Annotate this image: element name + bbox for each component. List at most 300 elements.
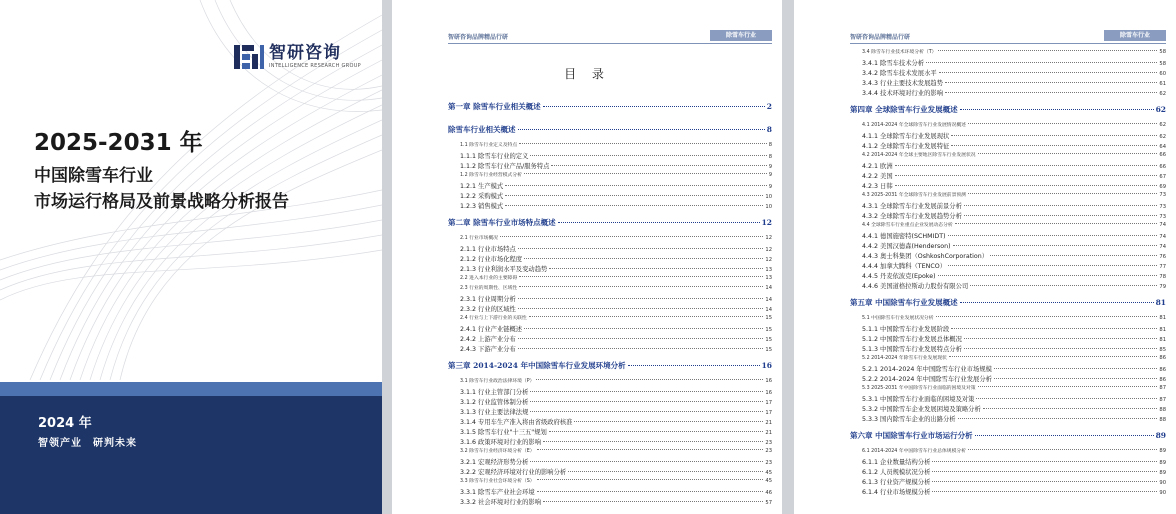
toc-entry-page: 66 <box>1159 152 1166 158</box>
toc-dot-leader <box>948 265 1157 266</box>
toc-entry-page: 86 <box>1159 377 1166 383</box>
toc-entry-title: 3.1.1 行业主管部门分析 <box>460 389 529 396</box>
toc-dot-leader <box>951 328 1157 329</box>
toc-entry[interactable] <box>448 181 772 191</box>
toc-dot-leader <box>518 298 764 299</box>
toc-dot-leader <box>895 175 1158 176</box>
toc-entry-page: 12 <box>765 247 772 253</box>
toc-entry-title: 1.1.1 除雪车行业的定义 <box>460 153 529 160</box>
toc-entry-title: 3.1.5 除雪车行业"十三五"规划 <box>460 429 547 436</box>
toc-dot-leader <box>519 143 767 144</box>
toc-entry[interactable] <box>850 271 1166 281</box>
toc-entry-page: 76 <box>1159 254 1166 260</box>
toc-chapter-entry[interactable] <box>448 211 772 234</box>
toc-entry-title: 第五章 中国除雪车行业发展概述 <box>850 298 958 307</box>
toc-entry-title: 4.2 2014-2024 年全球主要地区除雪车行业发展状况 <box>862 153 976 158</box>
toc-entry[interactable] <box>448 161 772 171</box>
toc-dot-leader <box>948 235 1158 236</box>
toc-entry[interactable] <box>448 274 772 284</box>
toc-entry-title: 2.4.3 下游产业分布 <box>460 346 516 353</box>
cover-title-line2: 市场运行格局及前景战略分析报告 <box>34 192 289 212</box>
toc-dot-leader <box>953 245 1158 246</box>
toc-entry-title: 1.2.3 销售模式 <box>460 203 504 210</box>
cover-year-range: 2025-2031 年 <box>34 130 203 156</box>
toc-entry[interactable] <box>448 447 772 457</box>
toc-dot-leader <box>628 365 760 366</box>
toc-entry-page: 21 <box>765 430 772 436</box>
toc-entry[interactable] <box>448 397 772 407</box>
toc-entry-page: 81 <box>1155 298 1166 307</box>
toc-entry[interactable] <box>850 404 1166 414</box>
toc-dot-leader <box>968 123 1157 124</box>
toc-entry-title: 3.4.1 除雪车技术分析 <box>862 60 925 67</box>
toc-dot-leader <box>530 411 763 412</box>
toc-entry-page: 64 <box>1159 144 1166 150</box>
toc-entry-title: 2.3.1 行业周期分析 <box>460 296 516 303</box>
toc-chapter-entry[interactable] <box>448 354 772 377</box>
toc-entry[interactable] <box>448 304 772 314</box>
toc-entry-title: 3.4 除雪车行业技术环境分析（T） <box>862 50 937 55</box>
toc-dot-leader <box>543 441 763 442</box>
toc-dot-leader <box>932 461 1157 462</box>
toc-dot-leader <box>978 386 1158 387</box>
toc-entry-page: 57 <box>765 500 772 506</box>
toc-entry[interactable] <box>850 467 1166 477</box>
toc-entry-title: 3.4.3 行业主要技术发展趋势 <box>862 80 943 87</box>
toc-entry-page: 9 <box>768 184 772 190</box>
toc-entry-title: 4.4.3 奥士科集团（OshkoshCorporation） <box>862 253 989 260</box>
toc-entry-title: 6.1.4 行业市场规模分析 <box>862 489 931 496</box>
toc-entry[interactable] <box>850 354 1166 364</box>
toc-entry[interactable] <box>448 151 772 161</box>
toc-entry-title: 3.2 除雪车行业经济环境分析（E） <box>460 449 535 454</box>
toc-entry-title: 1.1 除雪车行业定义及特点 <box>460 143 518 148</box>
toc-entry[interactable] <box>448 477 772 487</box>
toc-entry-page: 87 <box>1159 397 1166 403</box>
toc-entry-page: 89 <box>1159 448 1166 454</box>
toc-dot-leader <box>524 258 763 259</box>
toc-dot-leader <box>938 275 1158 276</box>
toc-entry-page: 45 <box>765 470 772 476</box>
toc-entry-page: 78 <box>1159 274 1166 280</box>
toc-entry[interactable] <box>448 244 772 254</box>
toc-entry-page: 16 <box>765 390 772 396</box>
cover-title-line1: 中国除雪车行业 <box>34 166 153 186</box>
toc-entry-title: 2.1.3 行业利润水平及变动趋势 <box>460 266 548 273</box>
toc-entry[interactable] <box>850 141 1166 151</box>
toc-entry-page: 15 <box>765 337 772 343</box>
toc-dot-leader <box>519 276 763 277</box>
toc-entry-title: 5.2.1 2014-2024 年中国除雪车行业市场规模 <box>862 366 992 373</box>
toc-entry-title: 5.1.1 中国除雪车行业发展阶段 <box>862 326 950 333</box>
toc-chapter-entry[interactable] <box>448 118 772 141</box>
toc-entry-title: 1.2.2 采购模式 <box>460 193 504 200</box>
toc-dot-leader <box>530 401 763 402</box>
toc-entry-title: 3.1.2 行业监管体制分析 <box>460 399 529 406</box>
toc-entry-page: 88 <box>1159 407 1166 413</box>
logo-chinese-name: 智研咨询 <box>269 43 341 63</box>
toc-entry-page: 81 <box>1159 315 1166 321</box>
toc-dot-leader <box>945 92 1157 93</box>
toc-entry[interactable] <box>448 324 772 334</box>
toc-entry-page: 58 <box>1159 61 1166 67</box>
toc-dot-leader <box>964 215 1158 216</box>
toc-entry[interactable] <box>850 241 1166 251</box>
toc-entry[interactable] <box>448 437 772 447</box>
toc-entry[interactable] <box>448 334 772 344</box>
toc-entry-page: 90 <box>1159 490 1166 496</box>
toc-entry-title: 3.1.6 政策环境对行业的影响 <box>460 439 541 446</box>
toc-dot-leader <box>955 223 1158 224</box>
toc-dot-leader <box>990 255 1157 256</box>
toc-entry-title: 第一章 除雪车行业相关概述 <box>448 102 541 111</box>
toc-dot-leader <box>976 398 1157 399</box>
toc-entry-page: 89 <box>1155 431 1166 440</box>
toc-entry[interactable] <box>850 364 1166 374</box>
toc-entry-page: 86 <box>1159 355 1166 361</box>
toc-entry-title: 第三章 2014-2024 年中国除雪车行业发展环境分析 <box>448 361 626 370</box>
toc-entry-page: 10 <box>765 204 772 210</box>
toc-entry[interactable] <box>448 344 772 354</box>
toc-entry[interactable] <box>448 427 772 437</box>
toc-entry-title: 4.4 全球除雪车行业重点企业发展动态分析 <box>862 223 953 228</box>
toc-entry[interactable] <box>850 211 1166 221</box>
toc-entry-title: 2.3 行业的周期性、区域性 <box>460 286 518 291</box>
toc-entry-page: 66 <box>1159 164 1166 170</box>
toc-entry[interactable] <box>850 161 1166 171</box>
toc-dot-leader <box>968 193 1157 194</box>
toc-entry-title: 2.4.1 行业产业链概述 <box>460 326 523 333</box>
toc-entry-title: 3.2.2 宏观经济环境对行业的影响分析 <box>460 469 567 476</box>
toc-dot-leader <box>530 155 766 156</box>
page-header <box>448 28 772 44</box>
toc-entry-page: 14 <box>765 297 772 303</box>
toc-entry-page: 74 <box>1159 234 1166 240</box>
toc-entry[interactable] <box>850 151 1166 161</box>
toc-entry-page: 73 <box>1159 192 1166 198</box>
toc-page-2 <box>794 0 1176 514</box>
toc-entry-title: 5.1.3 中国除雪车行业发展特点分析 <box>862 346 962 353</box>
toc-entry-title: 4.4.6 美国道格拉斯动力股份有限公司 <box>862 283 969 290</box>
toc-dot-leader <box>524 173 767 174</box>
toc-entry-page: 17 <box>765 410 772 416</box>
toc-entry-title: 3.1 除雪车行业政治法律环境（P） <box>460 379 535 384</box>
toc-dot-leader <box>964 338 1158 339</box>
toc-entry-page: 73 <box>1159 214 1166 220</box>
toc-dot-leader <box>968 449 1157 450</box>
toc-dot-leader <box>951 145 1157 146</box>
toc-entry-title: 6.1.1 企业数量结构分析 <box>862 459 931 466</box>
toc-dot-leader <box>505 185 766 186</box>
toc-dot-leader <box>543 106 765 107</box>
toc-entry-title: 第六章 中国除雪车行业市场运行分析 <box>850 431 973 440</box>
toc-dot-leader <box>964 205 1158 206</box>
toc-dot-leader <box>537 479 764 480</box>
toc-entry-page: 12 <box>765 235 772 241</box>
toc-entry-title: 1.2 除雪车行业经营模式分析 <box>460 173 522 178</box>
toc-entry[interactable] <box>850 314 1166 324</box>
toc-entry-title: 4.1.1 全球除雪车行业发展现状 <box>862 133 950 140</box>
toc-dot-leader <box>938 50 1157 51</box>
toc-dot-leader <box>970 285 1157 286</box>
toc-entry[interactable] <box>448 387 772 397</box>
toc-entry-title: 5.3.3 国内除雪车企业的出路分析 <box>862 416 956 423</box>
toc-dot-leader <box>518 348 764 349</box>
toc-dot-leader <box>926 62 1157 63</box>
toc-entry[interactable] <box>850 251 1166 261</box>
toc-entry-page: 62 <box>1159 134 1166 140</box>
toc-entry[interactable] <box>448 314 772 324</box>
toc-entry[interactable] <box>850 261 1166 271</box>
toc-entry-page: 8 <box>768 154 772 160</box>
toc-entry[interactable] <box>448 191 772 201</box>
toc-entry-title: 2.3.2 行业的区域性 <box>460 306 516 313</box>
header-brand-label: 智研咨询品牌精品行研 <box>850 34 911 41</box>
toc-entry-page: 12 <box>761 218 772 227</box>
toc-entry-page: 85 <box>1159 347 1166 353</box>
cover-page <box>0 0 382 514</box>
toc-entry-title: 4.4.5 丹麦依波克(Epoke) <box>862 273 936 280</box>
toc-entry[interactable] <box>850 487 1166 497</box>
toc-entry[interactable] <box>448 234 772 244</box>
toc-entry[interactable] <box>850 68 1166 78</box>
toc-entry[interactable] <box>448 487 772 497</box>
toc-entry-page: 16 <box>761 361 772 370</box>
toc-entry-page: 69 <box>1159 184 1166 190</box>
toc-dot-leader <box>936 316 1158 317</box>
toc-entry[interactable] <box>448 467 772 477</box>
toc-dot-leader <box>543 501 763 502</box>
toc-entry[interactable] <box>850 191 1166 201</box>
toc-page-1 <box>392 0 782 514</box>
cover-accent-stripe <box>0 382 382 396</box>
toc-entry-title: 4.3.1 全球除雪车行业发展前景分析 <box>862 203 962 210</box>
toc-entry[interactable] <box>850 344 1166 354</box>
toc-entry-title: 4.1.2 全球除雪车行业发展特征 <box>862 143 950 150</box>
toc-entry-page: 15 <box>765 315 772 321</box>
toc-entry[interactable] <box>448 254 772 264</box>
toc-entry[interactable] <box>850 88 1166 98</box>
toc-entry[interactable] <box>850 394 1166 404</box>
toc-entry[interactable] <box>850 281 1166 291</box>
toc-entry-title: 6.1 2014-2024 年中国除雪车行业总体规模分析 <box>862 449 966 454</box>
toc-dot-leader <box>960 109 1154 110</box>
toc-entry-page: 17 <box>765 400 772 406</box>
toc-chapter-entry[interactable] <box>850 98 1166 121</box>
toc-entry-title: 4.4.1 德国施密特(SCHMIDT) <box>862 233 946 240</box>
toc-dot-leader <box>558 222 760 223</box>
toc-entry-title: 2.4 行业与上下游行业的关联性 <box>460 316 527 321</box>
toc-dot-leader <box>958 418 1158 419</box>
toc-entry-page: 23 <box>765 440 772 446</box>
toc-dot-leader <box>537 449 764 450</box>
toc-entry[interactable] <box>850 374 1166 384</box>
toc-entry-page: 81 <box>1159 337 1166 343</box>
toc-entry-page: 45 <box>765 478 772 484</box>
toc-entry-page: 2 <box>766 102 772 111</box>
toc-entry-page: 89 <box>1159 460 1166 466</box>
toc-entry-title: 5.2 2014-2024 年除雪车行业发展现状 <box>862 356 947 361</box>
toc-entry[interactable] <box>850 324 1166 334</box>
toc-chapter-entry[interactable] <box>850 424 1166 447</box>
toc-entry[interactable] <box>448 284 772 294</box>
toc-entry-page: 8 <box>766 125 772 134</box>
toc-dot-leader <box>574 421 763 422</box>
toc-entry[interactable] <box>448 407 772 417</box>
toc-entry-title: 5.1 中国除雪车行业发展状况分析 <box>862 316 934 321</box>
toc-entry[interactable] <box>850 334 1166 344</box>
toc-dot-leader <box>549 268 763 269</box>
toc-entry-title: 第四章 全球除雪车行业发展概述 <box>850 105 958 114</box>
toc-entry-page: 15 <box>765 327 772 333</box>
toc-dot-leader <box>932 471 1157 472</box>
toc-entry-page: 14 <box>765 285 772 291</box>
toc-entry-title: 6.1.2 人员规模状况分析 <box>862 469 931 476</box>
toc-chapter-entry[interactable] <box>850 291 1166 314</box>
toc-dot-leader <box>518 129 765 130</box>
toc-dot-leader <box>530 391 763 392</box>
toc-entry-page: 61 <box>1159 81 1166 87</box>
toc-entry-title: 3.4.4 技术环境对行业的影响 <box>862 90 943 97</box>
toc-entry[interactable] <box>448 141 772 151</box>
toc-dot-leader <box>505 205 763 206</box>
toc-entry-page: 74 <box>1159 222 1166 228</box>
toc-dot-leader <box>994 378 1157 379</box>
toc-entry-page: 90 <box>1159 480 1166 486</box>
toc-entry-page: 62 <box>1155 105 1166 114</box>
toc-dot-leader <box>945 82 1157 83</box>
toc-entry-title: 2.4.2 上游产业分布 <box>460 336 516 343</box>
toc-entry-title: 除雪车行业相关概述 <box>448 125 516 134</box>
toc-entry-page: 73 <box>1159 204 1166 210</box>
toc-entry-page: 12 <box>765 257 772 263</box>
toc-entry-page: 88 <box>1159 417 1166 423</box>
toc-entry[interactable] <box>448 377 772 387</box>
cover-publish-year: 2024 年 <box>38 416 92 431</box>
toc-entry-title: 2.1.1 行业市场特点 <box>460 246 516 253</box>
toc-dot-leader <box>978 153 1158 154</box>
toc-dot-leader <box>549 431 764 432</box>
toc-title: 目 录 <box>564 67 610 81</box>
toc-entry-title: 4.4.2 美国汉德森(Henderson) <box>862 243 951 250</box>
toc-entry-page: 79 <box>1159 284 1166 290</box>
toc-dot-leader <box>949 356 1158 357</box>
toc-entry-page: 62 <box>1159 122 1166 128</box>
toc-dot-leader <box>519 286 763 287</box>
toc-entry-page: 13 <box>765 267 772 273</box>
toc-entry[interactable] <box>850 384 1166 394</box>
toc-entry[interactable] <box>850 58 1166 68</box>
toc-entry[interactable] <box>850 231 1166 241</box>
toc-entry[interactable] <box>850 121 1166 131</box>
toc-entry-title: 2.1.2 行业市场化程度 <box>460 256 523 263</box>
toc-entry-page: 74 <box>1159 244 1166 250</box>
brand-logo <box>233 43 361 71</box>
toc-dot-leader <box>932 481 1157 482</box>
toc-dot-leader <box>530 461 763 462</box>
toc-entry-title: 3.1.4 专用车生产准入将由省级政府核准 <box>460 419 573 426</box>
toc-entry-title: 4.2.3 日韩 <box>862 183 893 190</box>
toc-entry[interactable] <box>850 48 1166 58</box>
toc-dot-leader <box>518 248 764 249</box>
toc-entry-page: 60 <box>1159 71 1166 77</box>
toc-entry-title: 2.2 进入本行业的主要障碍 <box>460 276 518 281</box>
toc-entry-page: 9 <box>768 164 772 170</box>
toc-entry-page: 10 <box>765 194 772 200</box>
toc-entry-title: 6.1.3 行业资产规模分析 <box>862 479 931 486</box>
toc-dot-leader <box>895 165 1158 166</box>
toc-entry[interactable] <box>448 264 772 274</box>
toc-entry-title: 4.3.2 全球除雪车行业发展趋势分析 <box>862 213 962 220</box>
toc-entry-title: 5.3.1 中国除雪车行业面临的困境及对策 <box>862 396 975 403</box>
toc-chapter-entry[interactable] <box>448 95 772 118</box>
toc-entry[interactable] <box>448 201 772 211</box>
toc-entry-page: 8 <box>768 142 772 148</box>
toc-entry[interactable] <box>448 417 772 427</box>
toc-entry-page: 46 <box>765 490 772 496</box>
toc-entry-page: 77 <box>1159 264 1166 270</box>
toc-entry-page: 14 <box>765 307 772 313</box>
toc-entry-title: 2.1 行业市场概况 <box>460 236 498 241</box>
header-industry-tag: 除雪车行业 <box>1104 30 1166 41</box>
toc-entry[interactable] <box>850 221 1166 231</box>
toc-entry-title: 3.3 除雪车行业社会环境分析（S） <box>460 479 535 484</box>
toc-entry-title: 4.4.4 加拿大腾科（TENCO） <box>862 263 946 270</box>
cover-slogan: 智领产业 研判未来 <box>38 438 137 449</box>
toc-entry[interactable] <box>850 201 1166 211</box>
toc-entry-title: 3.1.3 行业主要法律法规 <box>460 409 529 416</box>
toc-dot-leader <box>568 471 763 472</box>
header-rule <box>448 43 772 44</box>
toc-dot-leader <box>960 302 1154 303</box>
toc-entry-title: 3.2.1 宏观经济形势分析 <box>460 459 529 466</box>
toc-dot-leader <box>500 236 763 237</box>
toc-entry[interactable] <box>448 171 772 181</box>
toc-dot-leader <box>951 135 1157 136</box>
toc-entry[interactable] <box>448 294 772 304</box>
toc-entry-title: 5.3 2025-2031 年中国除雪车行业面临的困境及对策 <box>862 386 976 391</box>
toc-dot-leader <box>537 491 764 492</box>
toc-entry-page: 13 <box>765 275 772 281</box>
toc-dot-leader <box>983 408 1158 409</box>
toc-entry[interactable] <box>850 414 1166 424</box>
toc-entry[interactable] <box>850 131 1166 141</box>
toc-dot-leader <box>518 308 764 309</box>
toc-entry-page: 81 <box>1159 327 1166 333</box>
toc-entry-title: 3.4.2 除雪车技术发展水平 <box>862 70 937 77</box>
toc-entry[interactable] <box>850 181 1166 191</box>
toc-entry[interactable] <box>448 497 772 507</box>
toc-entry[interactable] <box>850 171 1166 181</box>
toc-entry-title: 4.2.2 美国 <box>862 173 893 180</box>
toc-entry[interactable] <box>850 477 1166 487</box>
toc-entry[interactable] <box>850 447 1166 457</box>
toc-dot-leader <box>895 185 1158 186</box>
toc-entry-title: 3.3.1 除雪车产业社会环境 <box>460 489 535 496</box>
toc-entry-page: 23 <box>765 460 772 466</box>
toc-entry[interactable] <box>850 78 1166 88</box>
page-header <box>850 28 1166 44</box>
toc-dot-leader <box>964 348 1158 349</box>
toc-entry-title: 5.1.2 中国除雪车行业发展总体概况 <box>862 336 962 343</box>
toc-entry[interactable] <box>850 457 1166 467</box>
toc-entry[interactable] <box>448 457 772 467</box>
logo-mark-icon <box>233 43 265 71</box>
toc-dot-leader <box>932 491 1157 492</box>
toc-entry-page: 87 <box>1159 385 1166 391</box>
toc-entry-title: 第二章 除雪车行业市场特点概述 <box>448 218 556 227</box>
toc-dot-leader <box>518 338 764 339</box>
